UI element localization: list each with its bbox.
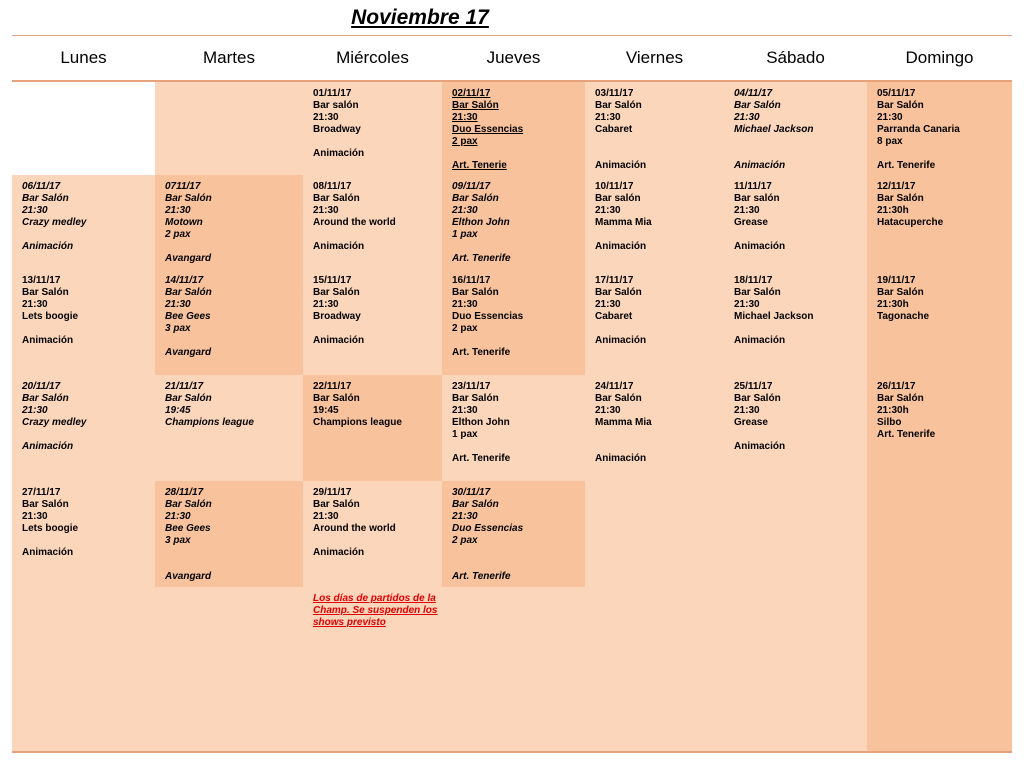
event-line: Cabaret bbox=[595, 124, 633, 135]
event-line bbox=[452, 335, 585, 347]
day-cell bbox=[585, 375, 724, 481]
day-cell bbox=[867, 269, 1012, 375]
day-cell bbox=[585, 587, 724, 752]
event-line: Broadway bbox=[313, 311, 361, 322]
week-row bbox=[12, 375, 1012, 481]
event-line: Animación bbox=[595, 241, 647, 252]
event-line: Bar Salón bbox=[313, 287, 360, 298]
event-line bbox=[452, 559, 585, 571]
event-line: 26/11/17 bbox=[877, 381, 916, 392]
event-line bbox=[734, 136, 867, 148]
event-line: Bar Salón bbox=[165, 393, 212, 404]
event-line: Elthon John bbox=[452, 417, 510, 428]
day-cell bbox=[442, 175, 585, 269]
event-line: Animación bbox=[734, 335, 786, 346]
event-line: Bar Salón bbox=[452, 287, 499, 298]
event-line: 21:30 bbox=[452, 299, 478, 310]
weekday-header-row bbox=[12, 36, 1012, 82]
event-line: 09/11/17 bbox=[452, 181, 491, 192]
event-line: 2 pax bbox=[452, 323, 478, 334]
day-cell bbox=[155, 175, 303, 269]
day-cell bbox=[155, 481, 303, 587]
event-line: 1 pax bbox=[452, 429, 478, 440]
event-line: Bar salón bbox=[595, 193, 641, 204]
event-line bbox=[165, 547, 303, 559]
event-line: Animación bbox=[22, 241, 74, 252]
event-line: Animación bbox=[22, 547, 74, 558]
event-line: 02/11/17 bbox=[452, 88, 491, 99]
event-line: Motown bbox=[165, 217, 203, 228]
weekday-header-3: Miércoles bbox=[303, 36, 442, 82]
day-cell bbox=[442, 81, 585, 175]
event-line: Art. Tenerie bbox=[452, 160, 507, 171]
event-line: 11/11/17 bbox=[734, 181, 772, 192]
day-cell bbox=[155, 269, 303, 375]
event-line: Art. Tenerife bbox=[877, 160, 936, 171]
event-line bbox=[595, 323, 724, 335]
event-line: 21:30 bbox=[313, 112, 339, 123]
event-line: Bar Salón bbox=[734, 393, 781, 404]
event-line: Bar Salón bbox=[452, 100, 499, 111]
event-line: Animación bbox=[595, 160, 647, 171]
event-line: 21:30 bbox=[22, 405, 48, 416]
event-line: Bee Gees bbox=[165, 311, 211, 322]
event-line bbox=[734, 148, 867, 160]
event-line: Bar Salón bbox=[877, 100, 924, 111]
event-line: 21:30 bbox=[734, 112, 760, 123]
day-cell bbox=[303, 81, 442, 175]
event-line: 21:30 bbox=[313, 205, 339, 216]
week-row bbox=[12, 269, 1012, 375]
event-line: Duo Essencias bbox=[452, 523, 524, 534]
event-line: Crazy medley bbox=[22, 417, 87, 428]
event-line bbox=[165, 559, 303, 571]
event-line: Bar Salón bbox=[877, 393, 924, 404]
event-line: Elthon John bbox=[452, 217, 510, 228]
day-cell bbox=[12, 269, 155, 375]
event-line bbox=[313, 323, 442, 335]
event-line bbox=[165, 241, 303, 253]
day-cell bbox=[724, 375, 867, 481]
day-cell bbox=[585, 481, 724, 587]
event-line: 22/11/17 bbox=[313, 381, 352, 392]
event-line: Animación bbox=[313, 335, 365, 346]
event-line: 21:30 bbox=[877, 112, 903, 123]
event-line bbox=[452, 441, 585, 453]
day-cell bbox=[724, 481, 867, 587]
event-line bbox=[595, 429, 724, 441]
day-cell bbox=[585, 269, 724, 375]
day-cell bbox=[724, 269, 867, 375]
event-line: Bar Salón bbox=[165, 193, 212, 204]
event-line: 21:30 bbox=[734, 299, 760, 310]
event-line: Around the world bbox=[313, 217, 396, 228]
event-line: 21/11/17 bbox=[165, 381, 204, 392]
event-line: Avangard bbox=[165, 347, 212, 358]
day-cell bbox=[155, 375, 303, 481]
day-cell bbox=[724, 175, 867, 269]
event-line: 21:30h bbox=[877, 299, 909, 310]
event-line bbox=[452, 148, 585, 160]
day-cell bbox=[442, 269, 585, 375]
event-line: Michael Jackson bbox=[734, 311, 814, 322]
event-line: Lets boogie bbox=[22, 523, 79, 534]
event-line bbox=[452, 241, 585, 253]
event-line: 21:30 bbox=[22, 299, 48, 310]
event-line: 10/11/17 bbox=[595, 181, 634, 192]
event-line: Bar Salón bbox=[877, 287, 924, 298]
event-line: Grease bbox=[734, 417, 768, 428]
event-line: 06/11/17 bbox=[22, 181, 61, 192]
event-line: Cabaret bbox=[595, 311, 633, 322]
event-line: 21:30 bbox=[452, 205, 478, 216]
event-line: Animación bbox=[734, 241, 786, 252]
event-line: 14/11/17 bbox=[165, 275, 204, 286]
event-line: Art. Tenerife bbox=[452, 347, 511, 358]
day-cell bbox=[585, 81, 724, 175]
event-line: Bar Salón bbox=[452, 393, 499, 404]
event-line: 21:30 bbox=[595, 112, 621, 123]
event-line: Bar Salón bbox=[734, 100, 781, 111]
event-line: Hatacuperche bbox=[877, 217, 944, 228]
event-line: 21:30 bbox=[22, 205, 48, 216]
event-line: Animación bbox=[734, 160, 786, 171]
event-line: 21:30 bbox=[452, 112, 478, 123]
week-row bbox=[12, 587, 1012, 752]
event-line: 21:30h bbox=[877, 205, 909, 216]
event-line: 2 pax bbox=[452, 136, 478, 147]
event-line: Bar Salón bbox=[452, 499, 499, 510]
event-line bbox=[313, 136, 442, 148]
event-line: Bar salón bbox=[734, 193, 780, 204]
event-line: 19/11/17 bbox=[877, 275, 916, 286]
event-line: 21:30 bbox=[734, 205, 760, 216]
event-line: 23/11/17 bbox=[452, 381, 491, 392]
day-cell bbox=[442, 375, 585, 481]
event-line: 20/11/17 bbox=[22, 381, 61, 392]
event-line bbox=[165, 335, 303, 347]
day-cell bbox=[155, 81, 303, 175]
event-line: 21:30 bbox=[452, 511, 478, 522]
weekday-header-1: Lunes bbox=[12, 36, 155, 82]
event-line bbox=[877, 148, 1012, 160]
event-line bbox=[313, 535, 442, 547]
event-line: Tagonache bbox=[877, 311, 930, 322]
day-cell bbox=[303, 175, 442, 269]
event-line: Lets boogie bbox=[22, 311, 79, 322]
event-line: 19:45 bbox=[165, 405, 191, 416]
event-line: Art. Tenerife bbox=[877, 429, 936, 440]
day-cell bbox=[585, 175, 724, 269]
event-line: Animación bbox=[595, 335, 647, 346]
event-line: Animación bbox=[313, 148, 365, 159]
event-line: 12/11/17 bbox=[877, 181, 916, 192]
event-line: Bee Gees bbox=[165, 523, 211, 534]
event-line: Bar Salón bbox=[595, 100, 642, 111]
event-line: Bar Salón bbox=[22, 287, 69, 298]
event-line: 2 pax bbox=[165, 229, 191, 240]
day-cell bbox=[303, 269, 442, 375]
day-cell bbox=[12, 481, 155, 587]
event-line: Grease bbox=[734, 217, 768, 228]
weekday-header-4: Jueves bbox=[442, 36, 585, 82]
event-line: Mamma Mia bbox=[595, 417, 652, 428]
event-line: 24/11/17 bbox=[595, 381, 634, 392]
weekday-header-5: Viernes bbox=[585, 36, 724, 82]
event-line: Bar Salón bbox=[165, 287, 212, 298]
event-line: 2 pax bbox=[452, 535, 478, 546]
event-line bbox=[595, 148, 724, 160]
event-line: 04/11/17 bbox=[734, 88, 773, 99]
day-cell bbox=[442, 587, 585, 752]
day-cell bbox=[155, 587, 303, 752]
day-cell bbox=[12, 587, 155, 752]
event-line: Bar Salón bbox=[595, 393, 642, 404]
event-line bbox=[595, 229, 724, 241]
event-line: 1 pax bbox=[452, 229, 478, 240]
event-line: Art. Tenerife bbox=[452, 253, 511, 264]
day-cell bbox=[303, 375, 442, 481]
event-line: Bar Salón bbox=[877, 193, 924, 204]
day-cell bbox=[442, 481, 585, 587]
event-line: Crazy medley bbox=[22, 217, 87, 228]
champions-notice: Los días de partidos de la Champ. Se suspenden los shows previsto bbox=[313, 593, 438, 628]
event-line: 15/11/17 bbox=[313, 275, 352, 286]
event-line: Art. Tenerife bbox=[452, 453, 511, 464]
event-line: Animación bbox=[22, 441, 74, 452]
event-line: 21:30 bbox=[165, 511, 191, 522]
event-line: 21:30 bbox=[595, 205, 621, 216]
event-line: Bar Salón bbox=[22, 193, 69, 204]
week-row bbox=[12, 81, 1012, 175]
event-line: 21:30 bbox=[452, 405, 478, 416]
event-line: 21:30 bbox=[165, 299, 191, 310]
event-line: 27/11/17 bbox=[22, 487, 61, 498]
event-line bbox=[734, 429, 867, 441]
event-line bbox=[22, 229, 155, 241]
event-line: 3 pax bbox=[165, 323, 191, 334]
event-line: 01/11/17 bbox=[313, 88, 352, 99]
event-line: Animación bbox=[313, 241, 365, 252]
event-line: 30/11/17 bbox=[452, 487, 491, 498]
event-line: Art. Tenerife bbox=[452, 571, 511, 582]
event-line: 28/11/17 bbox=[165, 487, 204, 498]
event-line bbox=[595, 136, 724, 148]
event-line: Animación bbox=[734, 441, 786, 452]
event-line: Avangard bbox=[165, 571, 212, 582]
event-line bbox=[22, 535, 155, 547]
event-line: Bar Salón bbox=[734, 287, 781, 298]
weekday-header-7: Domingo bbox=[867, 36, 1012, 82]
day-cell bbox=[867, 175, 1012, 269]
event-line: Bar Salón bbox=[313, 393, 360, 404]
day-cell bbox=[724, 587, 867, 752]
event-line: 21:30h bbox=[877, 405, 909, 416]
weekday-header-6: Sábado bbox=[724, 36, 867, 82]
event-line: Parranda Canaria bbox=[877, 124, 960, 135]
event-line bbox=[734, 229, 867, 241]
day-cell bbox=[867, 481, 1012, 587]
event-line: Bar Salón bbox=[313, 499, 360, 510]
event-line: Bar Salón bbox=[595, 287, 642, 298]
day-cell bbox=[303, 481, 442, 587]
event-line: Animación bbox=[22, 335, 74, 346]
event-line: 21:30 bbox=[595, 299, 621, 310]
event-line: 13/11/17 bbox=[22, 275, 61, 286]
event-line: Bar salón bbox=[313, 100, 359, 111]
calendar-table bbox=[12, 35, 1012, 753]
event-line: 21:30 bbox=[313, 299, 339, 310]
day-cell bbox=[303, 587, 442, 752]
event-line: Duo Essencias bbox=[452, 311, 524, 322]
event-line: Bar Salón bbox=[22, 499, 69, 510]
event-line bbox=[734, 323, 867, 335]
event-line: 8 pax bbox=[877, 136, 903, 147]
day-cell bbox=[12, 175, 155, 269]
event-line bbox=[595, 441, 724, 453]
day-cell bbox=[867, 81, 1012, 175]
event-line: 08/11/17 bbox=[313, 181, 352, 192]
day-cell bbox=[867, 587, 1012, 752]
event-line: 21:30 bbox=[595, 405, 621, 416]
event-line: Bar Salón bbox=[165, 499, 212, 510]
event-line: Champions league bbox=[313, 417, 402, 428]
event-line: 17/11/17 bbox=[595, 275, 634, 286]
day-cell bbox=[12, 81, 155, 175]
event-line: Around the world bbox=[313, 523, 396, 534]
event-line: Bar Salón bbox=[313, 193, 360, 204]
event-line bbox=[22, 323, 155, 335]
week-row bbox=[12, 481, 1012, 587]
weekday-header-2: Martes bbox=[155, 36, 303, 82]
day-cell bbox=[12, 375, 155, 481]
event-line: 05/11/17 bbox=[877, 88, 916, 99]
event-line: Champions league bbox=[165, 417, 254, 428]
event-line: Michael Jackson bbox=[734, 124, 814, 135]
event-line: Bar Salón bbox=[452, 193, 499, 204]
event-line: 18/11/17 bbox=[734, 275, 773, 286]
event-line: Duo Essencias bbox=[452, 124, 524, 135]
event-line: 03/11/17 bbox=[595, 88, 634, 99]
event-line bbox=[22, 429, 155, 441]
event-line: 0711/17 bbox=[165, 181, 201, 192]
day-cell bbox=[867, 375, 1012, 481]
event-line: Mamma Mia bbox=[595, 217, 652, 228]
event-line: 21:30 bbox=[734, 405, 760, 416]
event-line: Animación bbox=[313, 547, 365, 558]
event-line: 3 pax bbox=[165, 535, 191, 546]
event-line bbox=[313, 229, 442, 241]
page-title: Noviembre 17 bbox=[351, 6, 489, 29]
event-line: 25/11/17 bbox=[734, 381, 773, 392]
event-line: 19:45 bbox=[313, 405, 339, 416]
day-cell bbox=[724, 81, 867, 175]
event-line: Animación bbox=[595, 453, 647, 464]
event-line: 29/11/17 bbox=[313, 487, 352, 498]
event-line: 21:30 bbox=[165, 205, 191, 216]
week-row bbox=[12, 175, 1012, 269]
event-line: Silbo bbox=[877, 417, 902, 428]
event-line: Broadway bbox=[313, 124, 361, 135]
event-line bbox=[452, 547, 585, 559]
event-line: 21:30 bbox=[313, 511, 339, 522]
event-line: 21:30 bbox=[22, 511, 48, 522]
event-line: Bar Salón bbox=[22, 393, 69, 404]
event-line: Avangard bbox=[165, 253, 212, 264]
event-line: 16/11/17 bbox=[452, 275, 491, 286]
